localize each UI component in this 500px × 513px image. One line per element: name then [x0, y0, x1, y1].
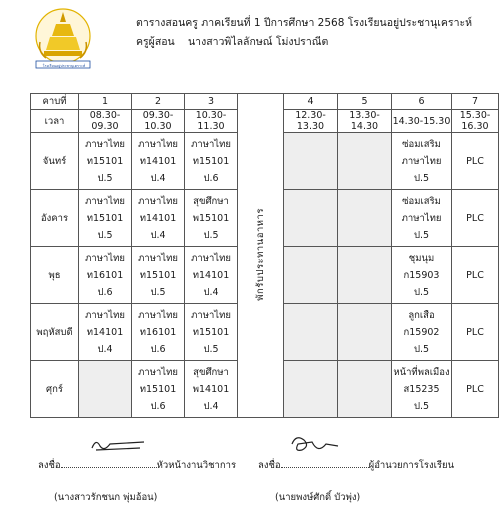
period-number: 7: [452, 94, 499, 110]
sign-line: [281, 467, 369, 468]
signatory-name-left: (นางสาวรักชนก พุ่มอ้อน): [54, 492, 158, 503]
subject-name: ภาษาไทย: [138, 138, 178, 150]
course-code: ก15903: [403, 269, 440, 281]
subject-name: หน้าที่พลเมือง: [393, 366, 450, 378]
subject-name: ภาษาไทย: [138, 366, 178, 378]
class-cell: [79, 304, 132, 361]
grade-level: ป.4: [150, 229, 166, 241]
grade-level: ป.5: [413, 172, 430, 184]
sign-role: หัวหน้างานวิชาการ: [156, 460, 237, 471]
grade-level: ป.5: [150, 286, 166, 298]
teacher-label: ครูผู้สอน: [136, 36, 175, 48]
timetable: [30, 93, 499, 418]
empty-period-cell: [338, 190, 392, 247]
class-cell: [79, 133, 132, 190]
time-slot: 12.30-13.30: [284, 110, 338, 133]
class-cell: [132, 247, 185, 304]
class-cell: [392, 247, 452, 304]
course-code: ภาษาไทย: [401, 212, 442, 224]
empty-period-cell: [338, 133, 392, 190]
empty-period-cell: [338, 247, 392, 304]
class-cell: [132, 190, 185, 247]
course-code: ท15101: [192, 155, 230, 167]
subject-name: ภาษาไทย: [191, 309, 231, 321]
class-cell: [392, 190, 452, 247]
course-code: ท14101: [192, 269, 230, 281]
course-code: ท14101: [139, 155, 177, 167]
grade-level: ป.4: [203, 400, 219, 412]
sign-prefix: ลงชื่อ: [38, 460, 61, 471]
period-header-row: [31, 94, 499, 110]
grade-level: ป.5: [203, 229, 219, 241]
grade-level: ป.5: [97, 172, 113, 184]
plc-cell: PLC: [452, 190, 499, 247]
day-name: ศุกร์: [31, 361, 79, 418]
class-cell: [132, 304, 185, 361]
class-cell: [185, 361, 238, 418]
empty-period-cell: [284, 247, 338, 304]
class-cell: [392, 361, 452, 418]
grade-level: ป.5: [413, 229, 430, 241]
subject-name: ชุมนุม: [408, 252, 435, 264]
day-name: พุธ: [31, 247, 79, 304]
period-number: 3: [185, 94, 238, 110]
course-code: ท15101: [139, 383, 177, 395]
grade-level: ป.4: [203, 286, 219, 298]
empty-period-cell: [79, 361, 132, 418]
grade-level: ป.5: [413, 343, 430, 355]
class-cell: [185, 133, 238, 190]
period-number: 6: [392, 94, 452, 110]
lunch-break-text: พักรับประทานอาหาร: [255, 207, 266, 301]
course-code: ท15101: [139, 269, 177, 281]
document-header: [136, 14, 472, 52]
course-code: ก15902: [403, 326, 440, 338]
class-cell: [185, 247, 238, 304]
signature-right-scribble: [282, 432, 344, 460]
grade-level: ป.5: [97, 229, 113, 241]
subject-name: ภาษาไทย: [138, 309, 178, 321]
empty-period-cell: [338, 361, 392, 418]
grade-level: ป.5: [413, 400, 430, 412]
course-code: พ14101: [192, 383, 230, 395]
period-label: คาบที่: [31, 94, 79, 110]
time-slot: 10.30-11.30: [185, 110, 238, 133]
class-cell: [185, 190, 238, 247]
empty-period-cell: [284, 133, 338, 190]
period-number: 1: [79, 94, 132, 110]
grade-level: ป.5: [413, 286, 430, 298]
course-code: ท15101: [86, 212, 124, 224]
day-name: พฤหัสบดี: [31, 304, 79, 361]
signature-right: [258, 458, 454, 473]
empty-period-cell: [284, 304, 338, 361]
time-slot: 15.30-16.30: [452, 110, 499, 133]
time-slot: 08.30-09.30: [79, 110, 132, 133]
subject-name: ภาษาไทย: [85, 138, 125, 150]
subject-name: ซ่อมเสริม: [402, 138, 441, 150]
grade-level: ป.6: [97, 286, 113, 298]
period-number: 2: [132, 94, 185, 110]
course-code: ท14101: [139, 212, 177, 224]
course-code: ท16101: [86, 269, 124, 281]
signature-left: [38, 458, 236, 473]
subject-name: ภาษาไทย: [191, 138, 231, 150]
signature-left-scribble: [88, 434, 148, 456]
plc-cell: PLC: [452, 304, 499, 361]
time-slot: 09.30-10.30: [132, 110, 185, 133]
sign-prefix: ลงชื่อ: [258, 460, 281, 471]
subject-name: ภาษาไทย: [191, 252, 231, 264]
period-number: 5: [338, 94, 392, 110]
subject-name: ภาษาไทย: [85, 195, 125, 207]
logo-caption: โรงเรียนอยู่ประชานุเคราะห์: [42, 64, 86, 68]
course-code: ท15101: [192, 326, 230, 338]
document-title: ตารางสอนครู ภาคเรียนที่ 1 ปีการศึกษา 2568 โรงเรียนอยู่ประชานุเคราะห์: [136, 17, 473, 29]
grade-level: ป.4: [150, 172, 166, 184]
sign-role: ผู้อำนวยการโรงเรียน: [368, 460, 455, 471]
subject-name: ภาษาไทย: [138, 195, 178, 207]
time-label: เวลา: [31, 110, 79, 133]
class-cell: [132, 133, 185, 190]
day-name: จันทร์: [31, 133, 79, 190]
lunch-break-cell: [238, 94, 284, 418]
course-code: ท16101: [139, 326, 177, 338]
teacher-name: นางสาวพิไลลักษณ์ โม่งปราณีต: [188, 36, 329, 48]
subject-name: สุขศึกษา: [193, 195, 229, 207]
class-cell: [132, 361, 185, 418]
grade-level: ป.6: [203, 172, 219, 184]
course-code: ท15101: [86, 155, 124, 167]
period-number: 4: [284, 94, 338, 110]
class-cell: [79, 247, 132, 304]
time-slot: 14.30-15.30: [392, 110, 452, 133]
empty-period-cell: [338, 304, 392, 361]
class-cell: [392, 133, 452, 190]
grade-level: ป.6: [150, 343, 166, 355]
empty-period-cell: [284, 190, 338, 247]
subject-name: ซ่อมเสริม: [402, 195, 441, 207]
subject-name: ลูกเสือ: [408, 309, 435, 321]
subject-name: ภาษาไทย: [85, 309, 125, 321]
subject-name: สุขศึกษา: [193, 366, 229, 378]
signatory-name-right: (นายพงษ์ศักดิ์ บัวพุ่ง): [275, 492, 361, 503]
sign-line: [61, 467, 157, 468]
class-cell: [392, 304, 452, 361]
class-cell: [185, 304, 238, 361]
grade-level: ป.5: [203, 343, 219, 355]
time-slot: 13.30-14.30: [338, 110, 392, 133]
course-code: ภาษาไทย: [401, 155, 442, 167]
subject-name: ภาษาไทย: [138, 252, 178, 264]
grade-level: ป.6: [150, 400, 166, 412]
class-cell: [79, 190, 132, 247]
course-code: ท14101: [86, 326, 124, 338]
empty-period-cell: [284, 361, 338, 418]
plc-cell: PLC: [452, 361, 499, 418]
course-code: พ15101: [192, 212, 230, 224]
day-name: อังคาร: [31, 190, 79, 247]
grade-level: ป.4: [97, 343, 113, 355]
subject-name: ภาษาไทย: [85, 252, 125, 264]
plc-cell: PLC: [452, 133, 499, 190]
plc-cell: PLC: [452, 247, 499, 304]
course-code: ส15235: [403, 383, 440, 395]
